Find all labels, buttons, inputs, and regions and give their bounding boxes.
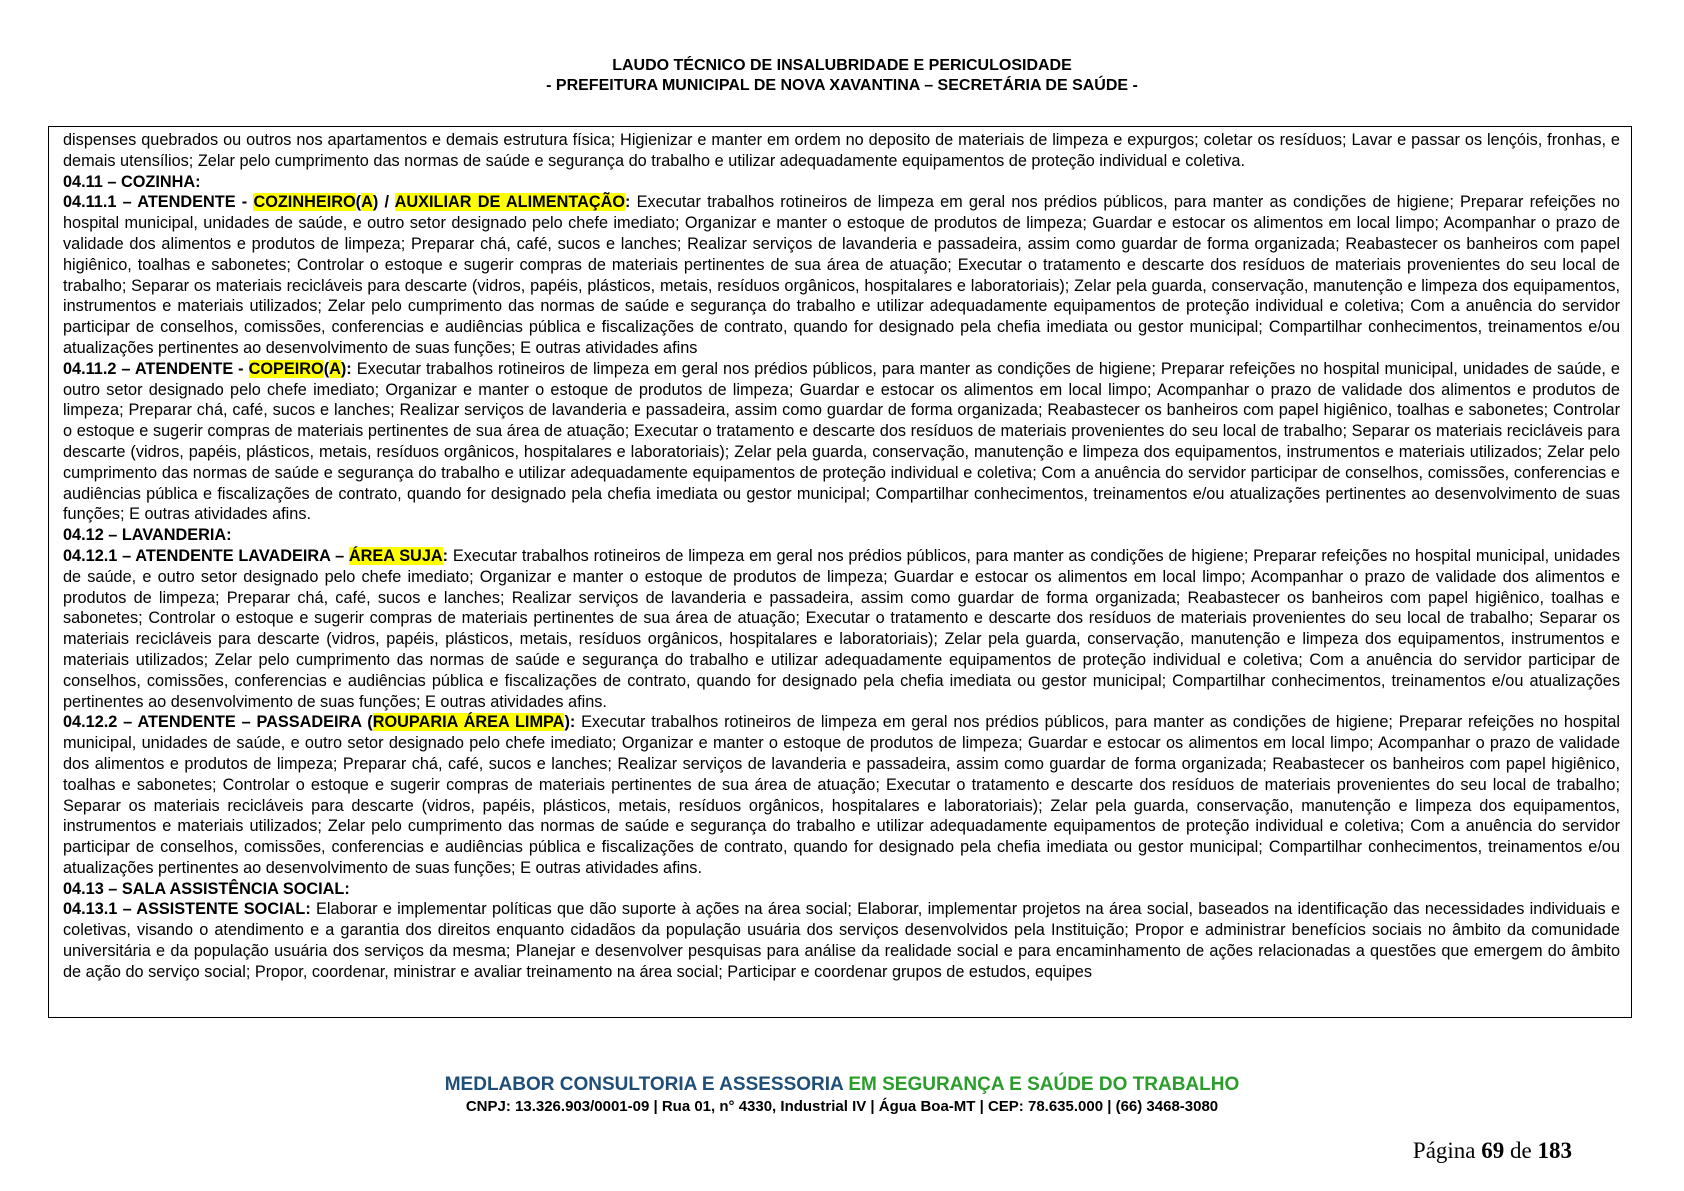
role-title: 04.13.1 – ASSISTENTE SOCIAL:: [63, 900, 311, 919]
paragraph-continuation: dispenses quebrados ou outros nos apartamentos e demais estrutura física; Higienizar e manter em ordem no deposito de materiais de limpeza e expurgos; coletar os resíduos; Lavar e passar os lençóis, fronhas, e demais utensílios; Zelar pelo cumprimento das normas de saúde e segurança do trabalho e utilizar adequadamente equipamentos de proteção individual e coletiva.: [63, 131, 1620, 170]
section-heading-lavanderia: 04.12 – LAVANDERIA:: [63, 526, 232, 545]
content-box: [48, 126, 1632, 1018]
section-heading-assistencia-social: 04.13 – SALA ASSISTÊNCIA SOCIAL:: [63, 879, 350, 898]
highlight: COPEIRO: [248, 359, 324, 378]
document-header: [0, 56, 1684, 96]
section-heading-cozinha: 04.11 – COZINHA:: [63, 172, 201, 191]
role-title: 04.11.1 – ATENDENTE - COZINHEIRO(A) / AUXILIAR DE ALIMENTAÇÃO:: [63, 193, 631, 212]
role-title: 04.12.2 – ATENDENTE – PASSADEIRA (ROUPARIA ÁREA LIMPA):: [63, 713, 576, 732]
role-lavadeira: [63, 546, 1620, 712]
page-current: 69: [1481, 1138, 1505, 1163]
header-subtitle: - PREFEITURA MUNICIPAL DE NOVA XAVANTINA – SECRETÁRIA DE SAÚDE -: [546, 77, 1138, 94]
role-description: Executar trabalhos rotineiros de limpeza em geral nos prédios públicos, para manter as condições de higiene; Preparar refeições no hospital municipal, unidades de saúde, e outro setor designado pelo chefe imediato; Organizar e manter o estoque de produtos de limpeza; Guardar e estocar os alimentos em local limpo; Acompanhar o prazo de validade dos alimentos e produtos de limpeza; Preparar chá, café, sucos e lanches; Realizar serviços de lavanderia e passadeira, assim como guardar de forma organizada; Reabastecer os banheiros com papel higiênico, toalhas e sabonetes; Controlar o estoque e sugerir compras de materiais pertinentes de sua área de atuação; Executar o tratamento e descarte dos resíduos de materiais provenientes do seu local de trabalho; Separar os materiais recicláveis para descarte (vidros, papéis, plásticos, metais, resíduos orgânicos, hospitalares e laboratoriais); Zelar pela guarda, conservação, manutenção e limpeza dos equipamentos, instrumentos e materiais utilizados; Zelar pelo cumprimento das normas de saúde e segurança do trabalho e utilizar adequadamente equipamentos de proteção individual e coletiva; Com a anuência do servidor participar de conselhos, comissões, conferencias e audiências pública e fiscalizações de contrato, quando for designado pela chefia imediata ou gestor municipal; Compartilhar conhecimentos, treinamentos e/ou atualizações pertinentes ao desenvolvimento de suas funções; E outras atividades afins.: [63, 713, 1620, 877]
highlight: ROUPARIA ÁREA LIMPA: [372, 713, 565, 732]
highlight: AUXILIAR DE ALIMENTAÇÃO: [394, 193, 626, 212]
header-title: LAUDO TÉCNICO DE INSALUBRIDADE E PERICULOSIDADE: [612, 57, 1072, 74]
company-name: MEDLABOR CONSULTORIA E ASSESSORIA: [444, 1074, 849, 1095]
role-description: Executar trabalhos rotineiros de limpeza em geral nos prédios públicos, para manter as condições de higiene; Preparar refeições no hospital municipal, unidades de saúde, e outro setor designado pelo chefe imediato; Organizar e manter o estoque de produtos de limpeza; Guardar e estocar os alimentos em local limpo; Acompanhar o prazo de validade dos alimentos e produtos de limpeza; Preparar chá, café, sucos e lanches; Realizar serviços de lavanderia e passadeira, assim como guardar de forma organizada; Reabastecer os banheiros com papel higiênico, toalhas e sabonetes; Controlar o estoque e sugerir compras de materiais pertinentes de sua área de atuação; Executar o tratamento e descarte dos resíduos de materiais provenientes do seu local de trabalho; Separar os materiais recicláveis para descarte (vidros, papéis, plásticos, metais, resíduos orgânicos, hospitalares e laboratoriais); Zelar pela guarda, conservação, manutenção e limpeza dos equipamentos, instrumentos e materiais utilizados; Zelar pelo cumprimento das normas de saúde e segurança do trabalho e utilizar adequadamente equipamentos de proteção individual e coletiva; Com a anuência do servidor participar de conselhos, comissões, conferencias e audiências pública e fiscalizações de contrato, quando for designado pela chefia imediata ou gestor municipal; Compartilhar conhecimentos, treinamentos e/ou atualizações pertinentes ao desenvolvimento de suas funções; E outras atividades afins: [63, 193, 1620, 357]
highlight: COZINHEIRO: [253, 193, 356, 212]
footer-details: CNPJ: 13.326.903/0001-09 | Rua 01, n° 4330, Industrial IV | Água Boa-MT | CEP: 78.635.000 | (66) 3468-3080: [465, 1098, 1219, 1115]
footer-company: [0, 1074, 1684, 1096]
role-description: Elaborar e implementar políticas que dão suporte à ações na área social; Elaborar, implementar projetos na área social, baseados na identificação das necessidades individuais e coletivas, visando o atendimento e a garantia dos direitos enquanto cidadãos da população usuária dos serviços desenvolvidos pela Instituição; Propor e administrar benefícios sociais no âmbito da comunidade universitária e da população usuária dos serviços da mesma; Planejar e desenvolver pesquisas para análise da realidade social e para encaminhamento de ações relacionadas a questões que emergem do âmbito de ação do serviço social; Propor, coordenar, ministrar e avaliar treinamento na área social; Participar e coordenar grupos de estudos, equipes: [63, 900, 1621, 981]
role-cozinheiro: [63, 192, 1620, 358]
role-copeiro: [63, 359, 1620, 525]
highlight: A: [329, 359, 341, 378]
role-assistente-social: [63, 899, 1620, 982]
company-tagline: EM SEGURANÇA E SAÚDE DO TRABALHO: [848, 1074, 1240, 1095]
role-title: 04.12.1 – ATENDENTE LAVADEIRA – ÁREA SUJA:: [63, 546, 449, 565]
highlight: ÁREA SUJA: [348, 546, 443, 565]
page-total: 183: [1537, 1138, 1572, 1163]
role-description: Executar trabalhos rotineiros de limpeza em geral nos prédios públicos, para manter as condições de higiene; Preparar refeições no hospital municipal, unidades de saúde, e outro setor designado pelo chefe imediato; Organizar e manter o estoque de produtos de limpeza; Guardar e estocar os alimentos em local limpo; Acompanhar o prazo de validade dos alimentos e produtos de limpeza; Preparar chá, café, sucos e lanches; Realizar serviços de lavanderia e passadeira, assim como guardar de forma organizada; Reabastecer os banheiros com papel higiênico, toalhas e sabonetes; Controlar o estoque e sugerir compras de materiais pertinentes de sua área de atuação; Executar o tratamento e descarte dos resíduos de materiais provenientes do seu local de trabalho; Separar os materiais recicláveis para descarte (vidros, papéis, plásticos, metais, resíduos orgânicos, hospitalares e laboratoriais); Zelar pela guarda, conservação, manutenção e limpeza dos equipamentos, instrumentos e materiais utilizados; Zelar pelo cumprimento das normas de saúde e segurança do trabalho e utilizar adequadamente equipamentos de proteção individual e coletiva; Com a anuência do servidor participar de conselhos, comissões, conferencias e audiências pública e fiscalizações de contrato, quando for designado pela chefia imediata ou gestor municipal; Compartilhar conhecimentos, treinamentos e/ou atualizações pertinentes ao desenvolvimento de suas funções; E outras atividades afins.: [63, 546, 1620, 711]
highlight: A: [361, 193, 373, 212]
role-description: Executar trabalhos rotineiros de limpeza em geral nos prédios públicos, para manter as condições de higiene; Preparar refeições no hospital municipal, unidades de saúde, e outro setor designado pelo chefe imediato; Organizar e manter o estoque de produtos de limpeza; Guardar e estocar os alimentos em local limpo; Acompanhar o prazo de validade dos alimentos e produtos de limpeza; Preparar chá, café, sucos e lanches; Realizar serviços de lavanderia e passadeira, assim como guardar de forma organizada; Reabastecer os banheiros com papel higiênico, toalhas e sabonetes; Controlar o estoque e sugerir compras de materiais pertinentes de sua área de atuação; Executar o tratamento e descarte dos resíduos de materiais provenientes do seu local de trabalho; Separar os materiais recicláveis para descarte (vidros, papéis, plásticos, metais, resíduos orgânicos, hospitalares e laboratoriais); Zelar pela guarda, conservação, manutenção e limpeza dos equipamentos, instrumentos e materiais utilizados; Zelar pelo cumprimento das normas de saúde e segurança do trabalho e utilizar adequadamente equipamentos de proteção individual e coletiva; Com a anuência do servidor participar de conselhos, comissões, conferencias e audiências pública e fiscalizações de contrato, quando for designado pela chefia imediata ou gestor municipal; Compartilhar conhecimentos, treinamentos e/ou atualizações pertinentes ao desenvolvimento de suas funções; E outras atividades afins.: [63, 359, 1620, 524]
role-passadeira: [63, 712, 1620, 878]
page-number: Página 69 de 183: [1412, 1138, 1572, 1163]
role-title: 04.11.2 – ATENDENTE - COPEIRO(A):: [63, 359, 352, 378]
